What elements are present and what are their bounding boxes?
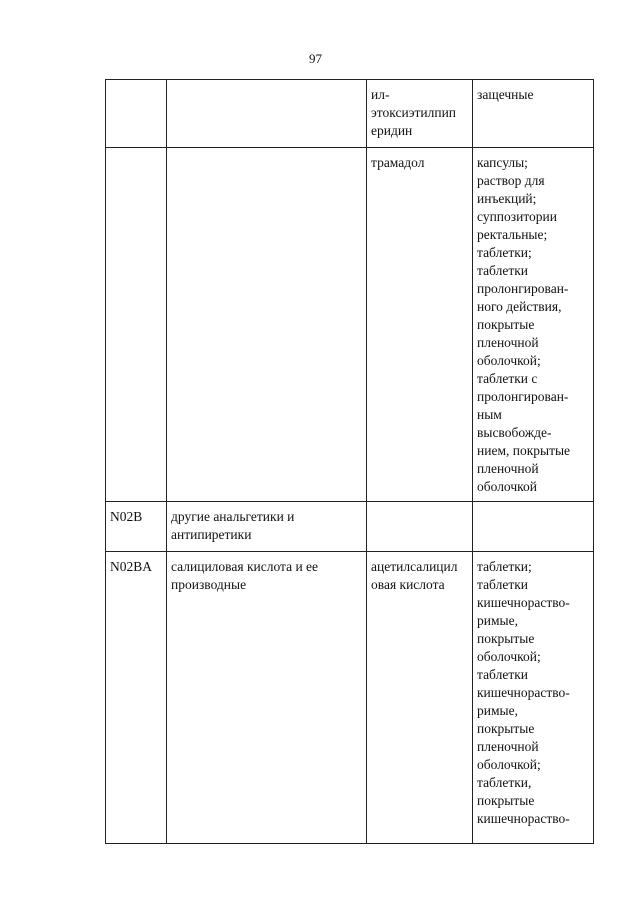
group-name-cell: другие анальгетики и антипиретики [167,502,367,552]
dosage-forms-cell: таблетки; таблетки кишечнораство- римые, покрытые оболочкой; таблетки кишечнораство- римые, покрытые пленочной оболочкой; таблетки, покрытые кишечнораство- [473,552,594,844]
substance-cell [367,502,473,552]
dosage-forms-cell: капсулы; раствор для инъекций; суппозитории ректальные; таблетки; таблетки пролонгирован- ного действия, покрытые пленочной оболочкой; таблетки с пролонгирован- ным высвобожде- нием, покрытые пленочной оболочкой [473,148,594,502]
table-row [106,502,594,552]
dosage-forms-cell [473,502,594,552]
table-row [106,80,594,148]
atc-code-cell [106,80,167,148]
atc-code-cell: N02B [106,502,167,552]
atc-code-cell [106,148,167,502]
group-name-cell [167,148,367,502]
group-name-cell: салициловая кислота и ее производные [167,552,367,844]
drug-classification-table [105,79,594,844]
substance-cell: ацетилсалицил овая кислота [367,552,473,844]
page-number: 97 [309,51,322,66]
atc-code-cell: N02BA [106,552,167,844]
table-row [106,148,594,502]
table-row [106,552,594,844]
substance-cell: ил- этоксиэтилпип еридин [367,80,473,148]
group-name-cell [167,80,367,148]
dosage-forms-cell: защечные [473,80,594,148]
substance-cell: трамадол [367,148,473,502]
